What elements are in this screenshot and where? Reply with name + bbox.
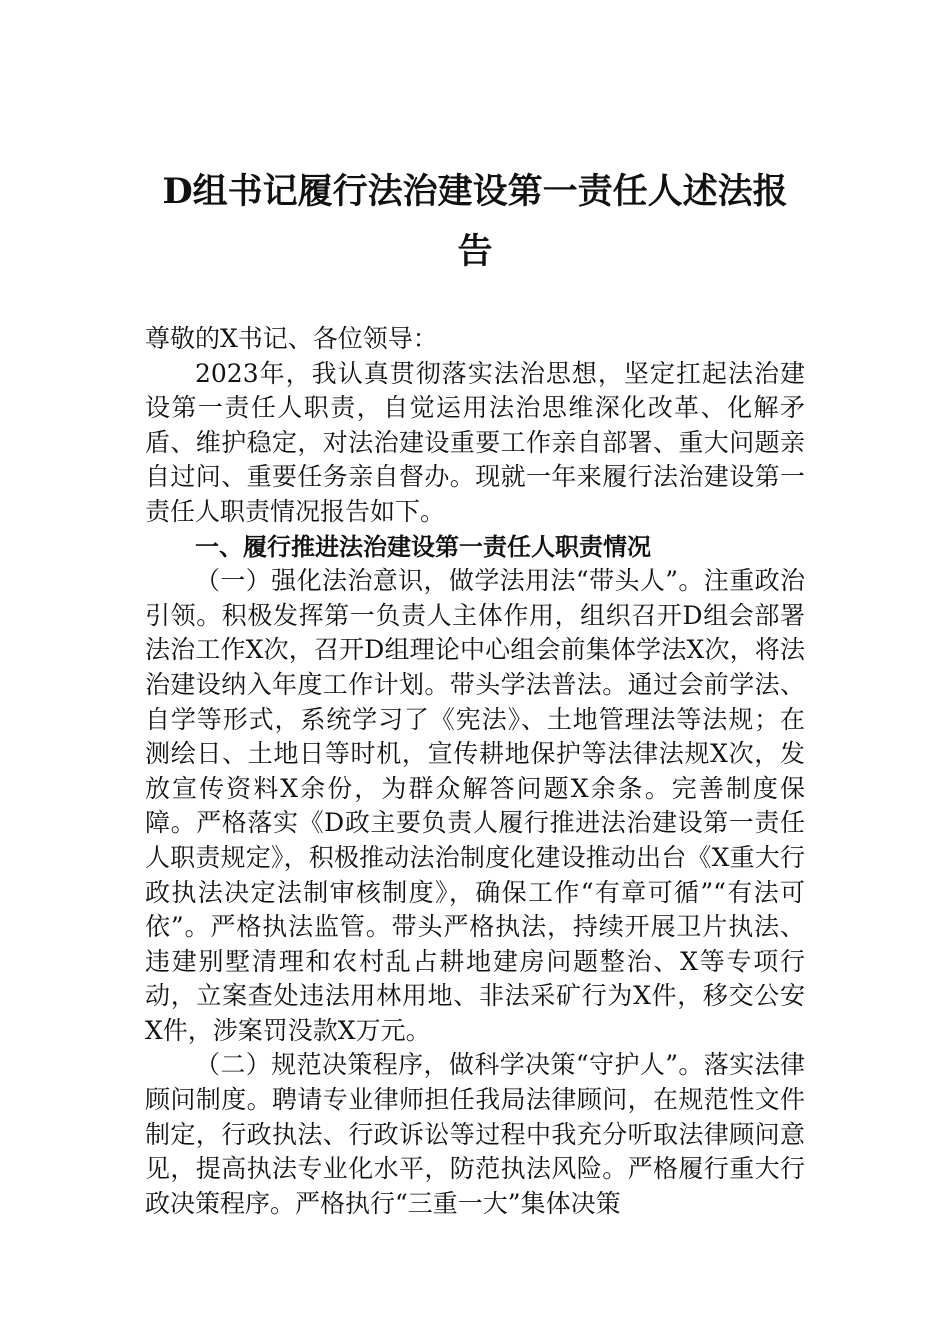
intro-paragraph: 2023年，我认真贯彻落实法治思想，坚定扛起法治建设第一责任人职责，自觉运用法治思维深化改革、化解矛盾、维护稳定，对法治建设重要工作亲自部署、重大问题亲自过问、重要任务亲自督办。现就一年来履行法治建设第一责任人职责情况报告如下。: [145, 358, 805, 526]
section-heading: 一、履行推进法治建设第一责任人职责情况: [195, 532, 651, 561]
document-title: D组书记履行法治建设第一责任人述法报告: [162, 171, 788, 272]
paragraph-1: （一）强化法治意识，做学法用法“带头人”。注重政治引领。积极发挥第一负责人主体作用，组织召开D组会部署法治工作X次，召开D组理论中心组会前集体学法X次，将法治建设纳入年度工作计划。带头学法普法。通过会前学法、自学等形式，系统学习了《宪法》、土地管理法等法规；在测绘日、土地日等时机，宣传耕地保护等法律法规X次，发放宣传资料X余份，为群众解答问题X余条。完善制度保障。严格落实《D政主要负责人履行推进法治建设第一责任人职责规定》，积极推动法治制度化建设推动出台《X重大行政执法决定法制审核制度》，确保工作“有章可循”“有法可依”。严格执法监管。带头严格执法，持续开展卫片执法、违建别墅清理和农村乱占耕地建房问题整治、X等专项行动，立案查处违法用林用地、非法采矿行为X件，移交公安X件，涉案罚没款X万元。: [145, 566, 805, 1045]
document-body: [145, 322, 805, 1221]
salutation: 尊敬的X书记、各位领导：: [145, 324, 438, 353]
paragraph-2: （二）规范决策程序，做科学决策“守护人”。落实法律顾问制度。聘请专业律师担任我局法律顾问，在规范性文件制定，行政执法、行政诉讼等过程中我充分听取法律顾问意见，提高执法专业化水平，防范执法风险。严格履行重大行政决策程序。严格执行“三重一大”集体决策: [145, 1050, 805, 1218]
